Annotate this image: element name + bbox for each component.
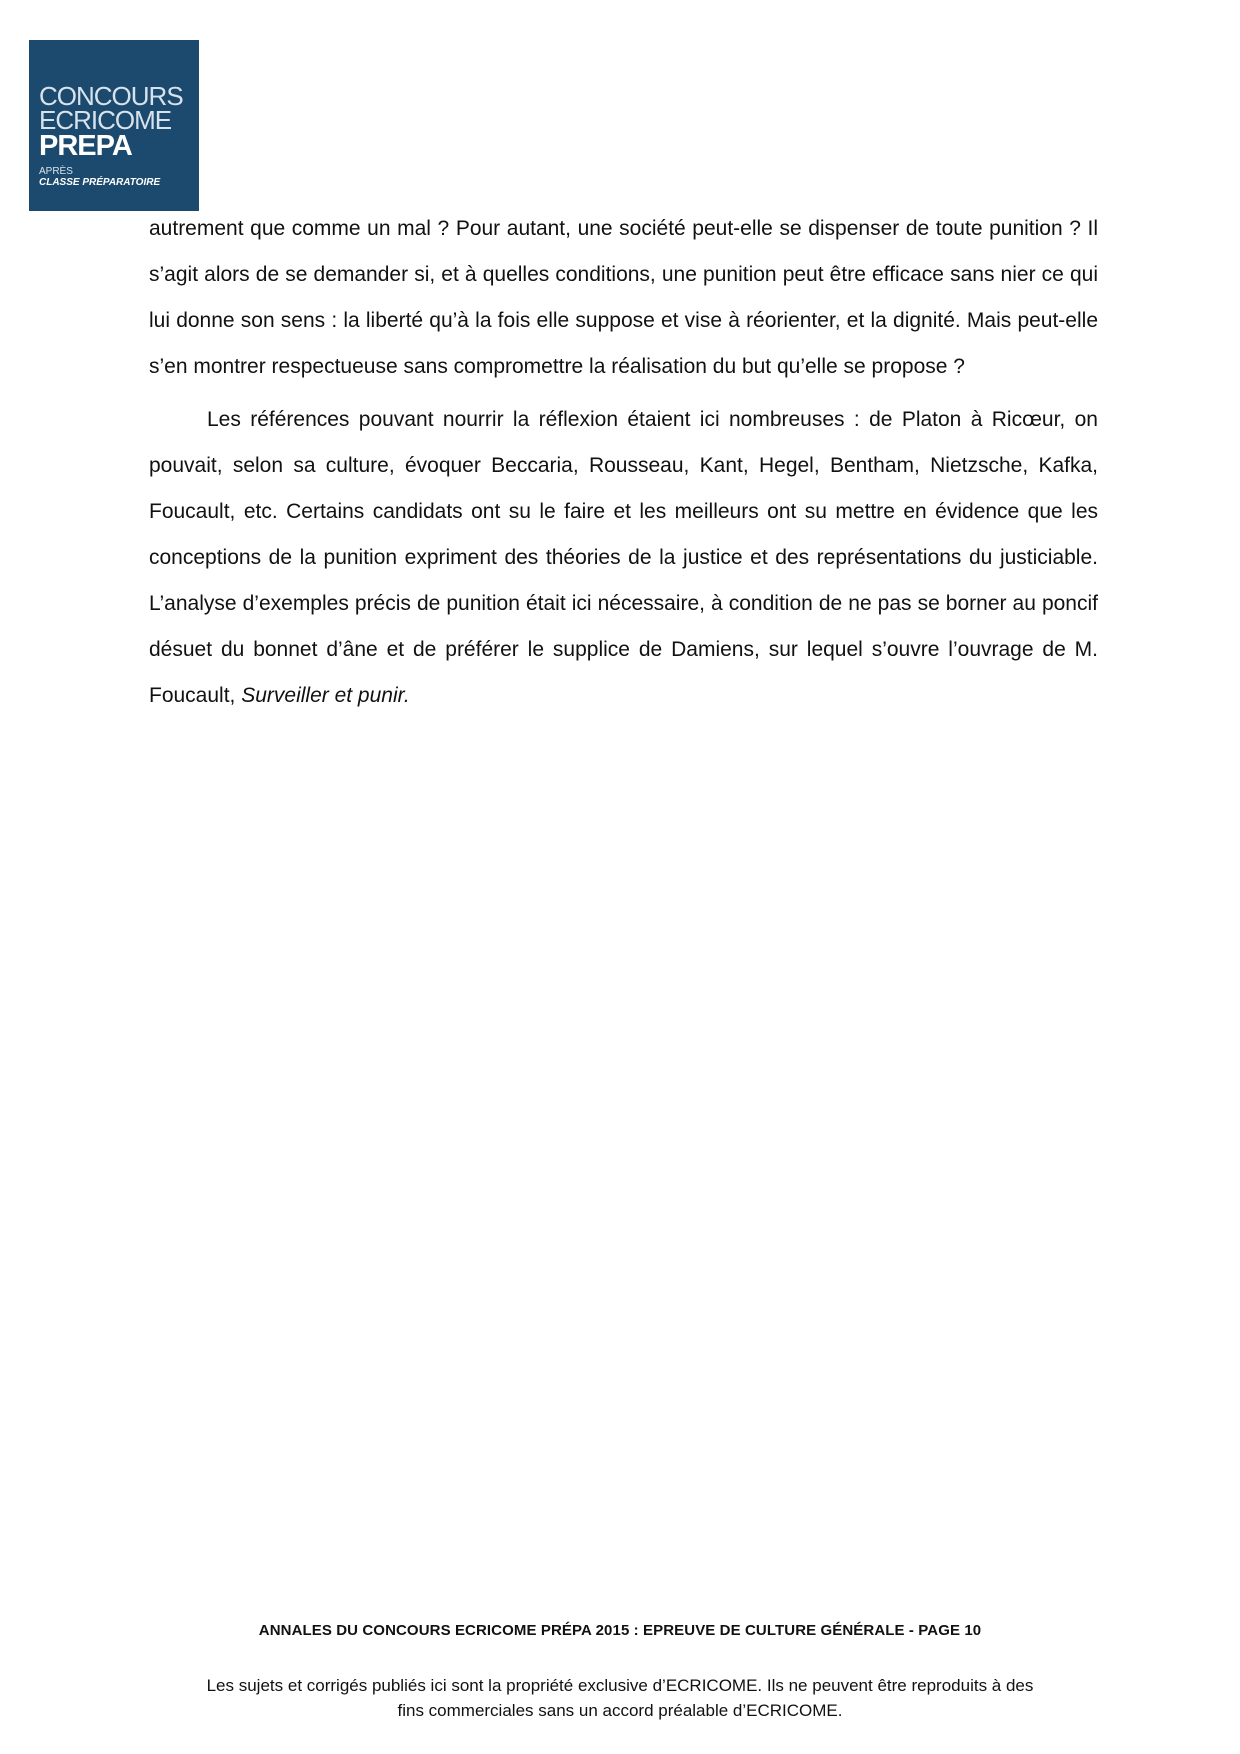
footer-copyright-note — [150, 1673, 1090, 1723]
logo-line-concours: CONCOURS — [39, 81, 183, 111]
logo-line-prepa: PREPA — [39, 130, 132, 162]
logo-line-ecricome: ECRICOME — [39, 105, 172, 135]
ecricome-logo — [29, 40, 199, 211]
footer-note-line-1: Les sujets et corrigés publiés ici sont la propriété exclusive d’ECRICOME. Ils ne peuvent être reproduits à des — [206, 1676, 1034, 1695]
book-title: Surveiller et punir. — [241, 684, 410, 707]
logo-line-classe-preparatoire: CLASSE PRÉPARATOIRE — [39, 177, 161, 188]
body-paragraph-1: autrement que comme un mal ? Pour autant, une société peut-elle se dispenser de toute punition ? Il s’agit alors de se demander si, et à quelles conditions, une punition peut être efficace sans nier ce qui lui donne son sens : la liberté qu’à la fois elle suppose et vise à réorienter, et la dignité. Mais peut-elle s’en montrer respectueuse sans compromettre la réalisation du but qu’elle se propose ? — [149, 217, 1098, 378]
body-paragraph-2 — [149, 397, 1098, 719]
body-paragraph-2-text: Les références pouvant nourrir la réflexion étaient ici nombreuses : de Platon à Ricœur, on pouvait, selon sa culture, évoquer Beccaria, Rousseau, Kant, Hegel, Bentham, Nietzsche, Kafka, Foucault, etc. Certains candidats ont su le faire et les meilleurs ont su mettre en évidence que les conceptions de la punition expriment des théories de la justice et des représentations du justiciable. L’analyse d’exemples précis de punition était ici nécessaire, à condition de ne pas se borner au poncif désuet du bonnet d’âne et de préférer le supplice de Damiens, sur lequel s’ouvre l’ouvrage de M. Foucault, — [149, 408, 1098, 707]
document-body — [149, 206, 1098, 719]
logo-line-apres: APRÈS — [39, 166, 73, 177]
footer-note-line-2: fins commerciales sans un accord préalable d’ECRICOME. — [397, 1701, 843, 1720]
footer-title: ANNALES DU CONCOURS ECRICOME PRÉPA 2015 : EPREUVE DE CULTURE GÉNÉRALE - PAGE 10 — [258, 1622, 982, 1639]
